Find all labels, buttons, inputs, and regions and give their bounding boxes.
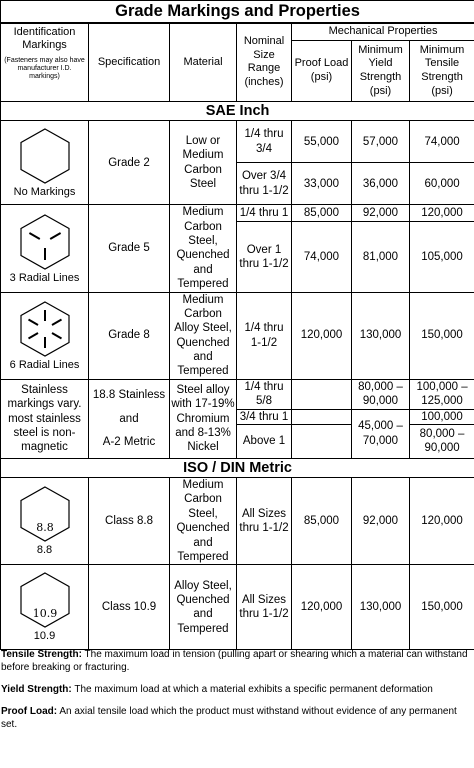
header-proof-load: Proof Load (psi) — [292, 41, 352, 102]
proof-cell: 55,000 — [292, 121, 352, 163]
size-cell: 1/4 thru 1 — [237, 205, 292, 222]
size-cell: Over 3/4 thru 1-1/2 — [237, 163, 292, 205]
marking-label: 3 Radial Lines — [9, 271, 80, 284]
tensile-cell: 100,000 – 125,000 — [410, 379, 474, 409]
marking-label: 6 Radial Lines — [9, 358, 80, 371]
material-stainless: Steel alloy with 17-19% Chromium and 8-13% Nickel — [170, 379, 237, 458]
header-tensile-strength: Minimum Tensile Strength (psi) — [410, 41, 474, 102]
definition-text: An axial tensile load which the product must withstand without evidence of any permanent set. — [1, 706, 457, 730]
spec-grade-5: Grade 5 — [89, 205, 170, 292]
size-cell: 1/4 thru 1-1/2 — [237, 292, 292, 379]
spec-stainless-line3: A-2 Metric — [102, 436, 156, 448]
header-yield-strength: Minimum Yield Strength (psi) — [352, 41, 410, 102]
definition-proof-load — [1, 705, 473, 731]
material-grade-8: Medium Carbon Alloy Steel, Quenched and Tempered — [170, 292, 237, 379]
spec-grade-2: Grade 2 — [89, 121, 170, 205]
tensile-cell: 74,000 — [410, 121, 474, 163]
yield-cell: 45,000 – 70,000 — [352, 409, 410, 458]
header-material: Material — [170, 23, 237, 102]
tensile-cell: 60,000 — [410, 163, 474, 205]
header-identification-label: Identification Markings — [13, 25, 76, 52]
page-title: Grade Markings and Properties — [1, 1, 474, 23]
size-cell: All Sizes thru 1-1/2 — [237, 478, 292, 565]
marking-stainless: Stainless markings vary. most stainless steel is non-magnetic — [1, 379, 89, 458]
tensile-cell: 120,000 — [410, 205, 474, 222]
marking-label: No Markings — [13, 185, 76, 198]
header-mechanical-properties: Mechanical Properties — [292, 23, 474, 41]
proof-cell: 120,000 — [292, 565, 352, 650]
yield-cell: 36,000 — [352, 163, 410, 205]
proof-cell: 85,000 — [292, 478, 352, 565]
hex-6-radial-lines-icon — [15, 299, 75, 359]
tensile-cell: 150,000 — [410, 565, 474, 650]
marking-label: 10.9 — [33, 630, 56, 643]
material-class-8-8: Medium Carbon Steel, Quenched and Tempered — [170, 478, 237, 565]
definition-term: Yield Strength: — [1, 684, 72, 695]
definitions — [0, 646, 474, 742]
size-cell: 1/4 thru 5/8 — [237, 379, 292, 409]
marking-grade-5 — [1, 205, 89, 292]
yield-cell: 81,000 — [352, 222, 410, 292]
header-specification: Specification — [89, 23, 170, 102]
section-sae-inch: SAE Inch — [1, 102, 474, 121]
definition-term: Proof Load: — [1, 706, 58, 717]
material-grade-2: Low or Medium Carbon Steel — [170, 121, 237, 205]
spec-class-8-8: Class 8.8 — [89, 478, 170, 565]
spec-class-10-9: Class 10.9 — [89, 565, 170, 650]
tensile-cell: 105,000 — [410, 222, 474, 292]
hex-label: 8.8 — [35, 521, 54, 535]
material-grade-5: Medium Carbon Steel, Quenched and Tempered — [170, 205, 237, 292]
header-identification — [1, 23, 89, 102]
hex-label: 10.9 — [32, 607, 57, 621]
proof-cell: 33,000 — [292, 163, 352, 205]
spec-stainless-line2: and — [119, 412, 139, 425]
spec-grade-8: Grade 8 — [89, 292, 170, 379]
material-class-10-9: Alloy Steel, Quenched and Tempered — [170, 565, 237, 650]
proof-cell: 85,000 — [292, 205, 352, 222]
tensile-cell: 150,000 — [410, 292, 474, 379]
yield-cell: 92,000 — [352, 205, 410, 222]
yield-cell: 57,000 — [352, 121, 410, 163]
proof-cell: 74,000 — [292, 222, 352, 292]
spec-stainless-line1: 18.8 Stainless — [92, 389, 166, 402]
proof-cell: 120,000 — [292, 292, 352, 379]
definition-tensile-strength — [1, 648, 473, 674]
size-cell: 1/4 thru 3/4 — [237, 121, 292, 163]
spec-stainless — [89, 379, 170, 458]
tensile-cell: 120,000 — [410, 478, 474, 565]
marking-class-8-8 — [1, 478, 89, 565]
proof-cell — [292, 424, 352, 458]
marking-grade-8 — [1, 292, 89, 379]
yield-cell: 80,000 – 90,000 — [352, 379, 410, 409]
tensile-cell: 80,000 – 90,000 — [410, 424, 474, 458]
size-cell: 3/4 thru 1 — [237, 409, 292, 424]
definition-yield-strength — [1, 683, 473, 696]
marking-class-10-9 — [1, 565, 89, 650]
definition-term: Tensile Strength: — [1, 649, 82, 660]
tensile-cell: 100,000 — [410, 409, 474, 424]
yield-cell: 130,000 — [352, 565, 410, 650]
proof-cell — [292, 409, 352, 424]
hex-no-markings-icon — [15, 126, 75, 186]
size-cell: Above 1 — [237, 424, 292, 458]
yield-cell: 92,000 — [352, 478, 410, 565]
proof-cell — [292, 379, 352, 409]
hex-8-8-icon — [15, 484, 75, 544]
hex-3-radial-lines-icon — [15, 212, 75, 272]
header-nominal-size: Nominal Size Range (inches) — [237, 23, 292, 102]
section-iso-din-metric: ISO / DIN Metric — [1, 458, 474, 477]
size-cell: Over 1 thru 1-1/2 — [237, 222, 292, 292]
yield-cell: 130,000 — [352, 292, 410, 379]
marking-label: 8.8 — [36, 544, 53, 557]
hex-10-9-icon — [15, 570, 75, 630]
definition-text: The maximum load in tension (pulling apart or shearing which a material can withstand before breaking or fracturing. — [1, 649, 468, 673]
header-identification-note: (Fasteners may also have manufacturer I.D. markings) — [4, 57, 85, 81]
definition-text: The maximum load at which a material exhibits a specific permanent deformation — [71, 684, 433, 695]
size-cell: All Sizes thru 1-1/2 — [237, 565, 292, 650]
marking-grade-2 — [1, 121, 89, 205]
